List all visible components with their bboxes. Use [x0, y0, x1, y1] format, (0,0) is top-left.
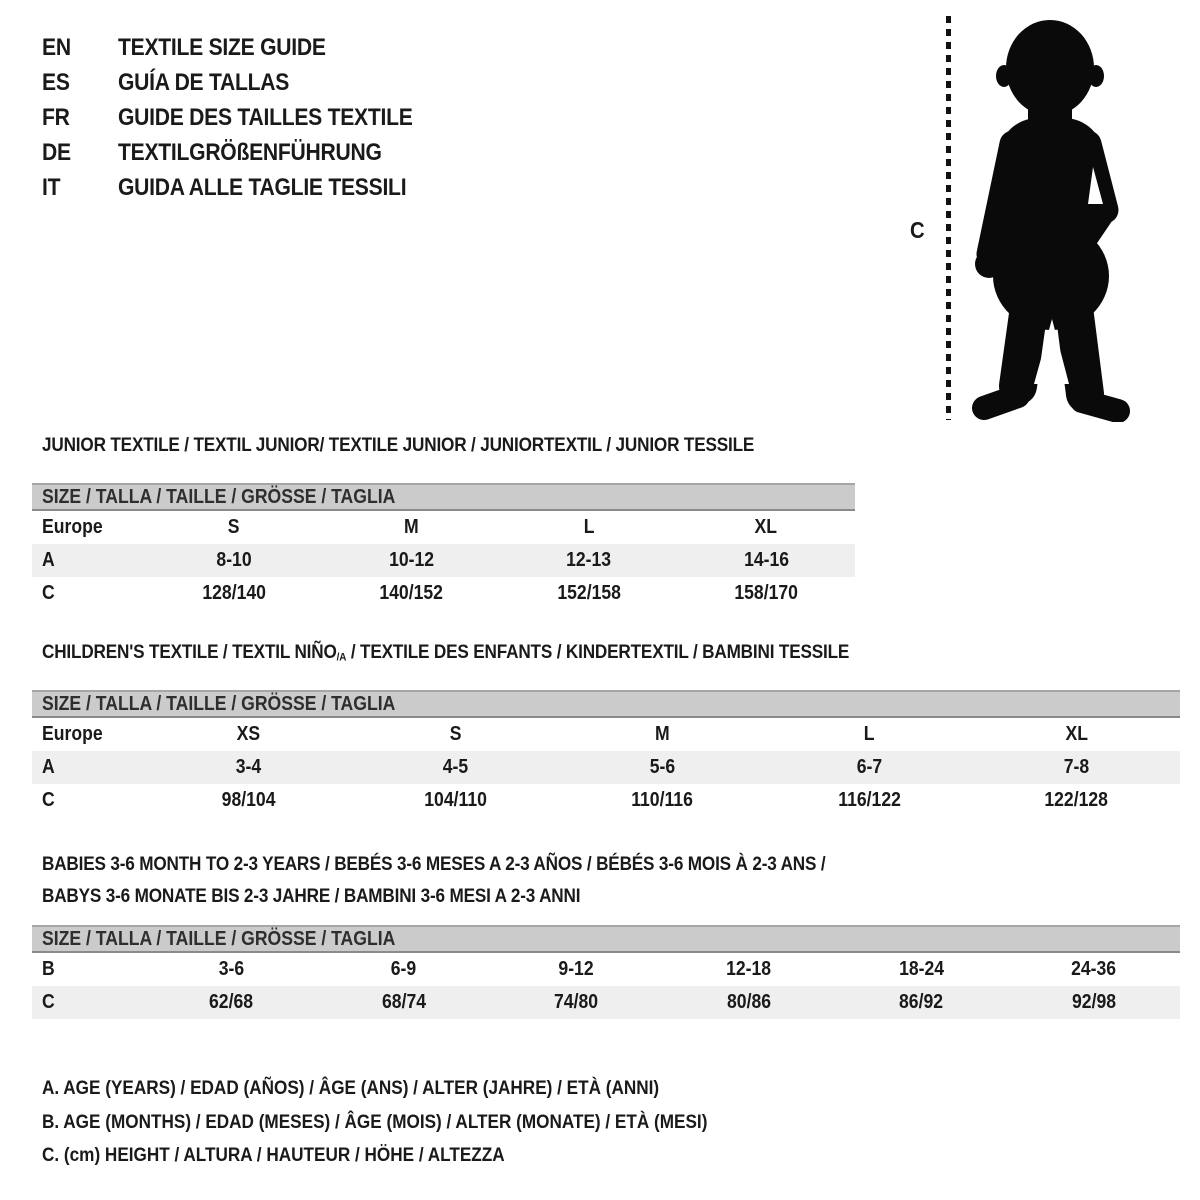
lang-code-it: IT — [42, 173, 61, 201]
size-cell: L — [583, 516, 595, 538]
legend-line-b: B. AGE (MONTHS) / EDAD (MESES) / ÂGE (MOIS) / ALTER (MONATE) / ETÀ (MESI) — [42, 1110, 708, 1133]
lang-title-fr: GUIDE DES TAILLES TEXTILE — [118, 103, 413, 131]
row-label: C — [42, 991, 55, 1013]
height-cell: 128/140 — [201, 582, 266, 604]
toddler-silhouette — [968, 18, 1140, 422]
legend-line-a: A. AGE (YEARS) / EDAD (AÑOS) / ÂGE (ANS) / ALTER (JAHRE) / ETÀ (ANNI) — [42, 1077, 660, 1100]
height-cell: 74/80 — [554, 991, 599, 1013]
age-cell: 3-4 — [235, 756, 262, 778]
size-cell: L — [864, 723, 875, 745]
junior-size-table — [32, 483, 855, 610]
height-measure-dashed-line — [946, 16, 951, 420]
height-cell: 80/86 — [726, 991, 771, 1013]
babies-table-size-header: SIZE / TALLA / TAILLE / GRÖSSE / TAGLIA — [32, 925, 1180, 953]
lang-title-de: TEXTILGRÖßENFÜHRUNG — [118, 138, 382, 166]
months-cell: 24-36 — [1071, 958, 1117, 980]
lang-row-es — [42, 65, 453, 100]
lang-title-en: TEXTILE SIZE GUIDE — [118, 33, 326, 61]
legend-line-c: C. (cm) HEIGHT / ALTURA / HAUTEUR / HÖHE / ALTEZZA — [42, 1144, 505, 1167]
lang-row-fr — [42, 100, 453, 135]
table-row — [32, 544, 855, 577]
babies-title-line1: BABIES 3-6 MONTH TO 2-3 YEARS / BEBÉS 3-6 MESES A 2-3 AÑOS / BÉBÉS 3-6 MOIS À 2-3 ANS / — [42, 853, 826, 875]
height-cell: 140/152 — [379, 582, 444, 604]
size-cell: S — [449, 723, 462, 745]
row-label: B — [42, 958, 55, 980]
row-label: C — [42, 789, 55, 811]
table-row — [32, 718, 1180, 751]
height-cell: 98/104 — [221, 789, 276, 811]
row-label: C — [42, 582, 55, 604]
age-cell: 5-6 — [649, 756, 676, 778]
lang-title-it: GUIDA ALLE TAGLIE TESSILI — [118, 173, 407, 201]
height-cell: 92/98 — [1071, 991, 1116, 1013]
row-label: Europe — [42, 723, 103, 745]
lang-row-it — [42, 170, 453, 205]
babies-section-title — [42, 848, 932, 912]
size-cell: M — [655, 723, 670, 745]
months-cell: 6-9 — [391, 958, 417, 980]
months-cell: 3-6 — [218, 958, 244, 980]
age-cell: 12-13 — [566, 549, 612, 571]
lang-row-en — [42, 30, 453, 65]
children-size-table — [32, 690, 1180, 817]
height-cell: 68/74 — [381, 991, 426, 1013]
junior-section-title: JUNIOR TEXTILE / TEXTIL JUNIOR/ TEXTILE JUNIOR / JUNIORTEXTIL / JUNIOR TESSILE — [42, 434, 755, 456]
children-table-size-header: SIZE / TALLA / TAILLE / GRÖSSE / TAGLIA — [32, 690, 1180, 718]
height-measure-label: C — [910, 217, 925, 243]
language-title-list — [42, 30, 453, 205]
months-cell: 12-18 — [726, 958, 772, 980]
age-cell: 4-5 — [442, 756, 469, 778]
height-cell: 110/116 — [631, 789, 694, 811]
table-row — [32, 986, 1180, 1019]
size-cell: M — [403, 516, 419, 538]
age-cell: 8-10 — [216, 549, 252, 571]
children-section-title: CHILDREN'S TEXTILE / TEXTIL NIÑO/A / TEXTILE DES ENFANTS / KINDERTEXTIL / BAMBINI TESSILE — [42, 641, 850, 664]
measurement-legend — [42, 1072, 798, 1173]
table-row — [32, 953, 1180, 986]
babies-size-table — [32, 925, 1180, 1019]
babies-title-line2: BABYS 3-6 MONATE BIS 2-3 JAHRE / BAMBINI 3-6 MESI A 2-3 ANNI — [42, 885, 581, 907]
months-cell: 18-24 — [898, 958, 944, 980]
row-label: Europe — [42, 516, 103, 538]
row-label: A — [42, 549, 55, 571]
lang-title-es: GUÍA DE TALLAS — [118, 68, 290, 96]
table-row — [32, 751, 1180, 784]
months-cell: 9-12 — [558, 958, 594, 980]
row-label: A — [42, 756, 55, 778]
size-cell: XS — [236, 723, 261, 745]
height-cell: 152/158 — [556, 582, 621, 604]
table-row — [32, 784, 1180, 817]
lang-code-es: ES — [42, 68, 70, 96]
age-cell: 10-12 — [388, 549, 434, 571]
size-cell: XL — [1065, 723, 1088, 745]
age-cell: 6-7 — [856, 756, 883, 778]
lang-code-de: DE — [42, 138, 71, 166]
table-row — [32, 577, 855, 610]
age-cell: 14-16 — [743, 549, 789, 571]
lang-code-fr: FR — [42, 103, 70, 131]
height-cell: 62/68 — [209, 991, 254, 1013]
lang-row-de — [42, 135, 453, 170]
height-cell: 116/122 — [838, 789, 901, 811]
height-cell: 158/170 — [734, 582, 799, 604]
junior-table-size-header: SIZE / TALLA / TAILLE / GRÖSSE / TAGLIA — [32, 483, 855, 511]
size-cell: S — [227, 516, 240, 538]
height-cell: 104/110 — [424, 789, 487, 811]
height-cell: 86/92 — [899, 991, 944, 1013]
height-cell: 122/128 — [1044, 789, 1109, 811]
age-cell: 7-8 — [1063, 756, 1090, 778]
lang-code-en: EN — [42, 33, 71, 61]
table-row — [32, 511, 855, 544]
size-cell: XL — [755, 516, 778, 538]
